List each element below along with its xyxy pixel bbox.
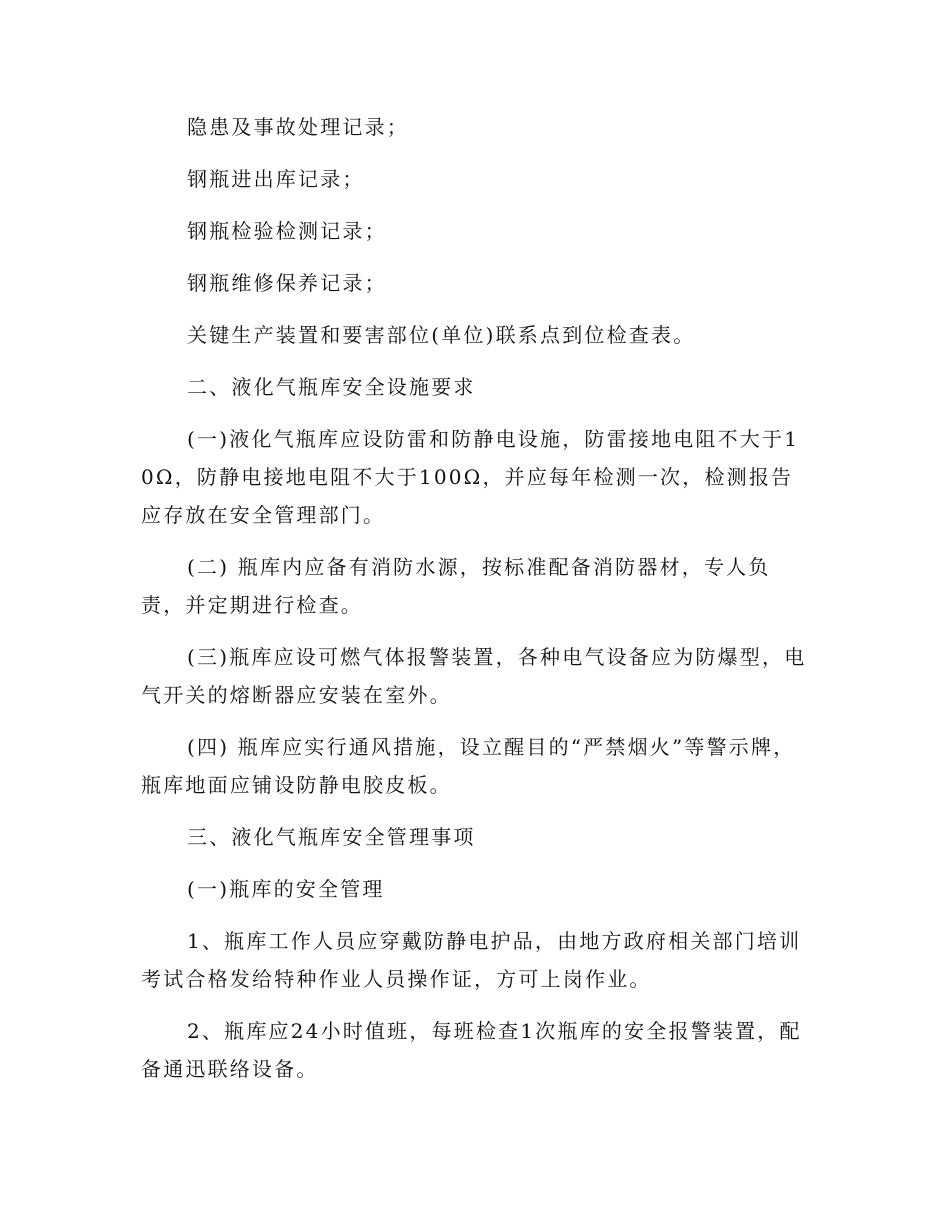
section-heading-2: 二、液化气瓶库安全设施要求 bbox=[187, 375, 476, 399]
document-body bbox=[141, 108, 811, 1102]
paragraph-staff-training: 1、瓶库工作人员应穿戴防静电护品，由地方政府相关部门培训考试合格发给特种作业人员操作证，方可上岗作业。 bbox=[141, 929, 802, 991]
section-heading-3: 三、液化气瓶库安全管理事项 bbox=[187, 825, 476, 849]
list-item-hazard-accident-record: 隐患及事故处理记录； bbox=[187, 115, 409, 139]
paragraph-24h-duty: 2、瓶库应24小时值班，每班检查1次瓶库的安全报警装置，配备通迅联络设备。 bbox=[141, 1019, 802, 1081]
paragraph-fire-water: (二) 瓶库内应备有消防水源，按标准配备消防器材，专人负责，并定期进行检查。 bbox=[141, 555, 771, 617]
list-item-cylinder-inspection-record: 钢瓶检验检测记录； bbox=[187, 219, 387, 243]
paragraph-lightning-static: (一)液化气瓶库应设防雷和防静电设施，防雷接地电阻不大于10Ω，防静电接地电阻不大于100Ω，并应每年检测一次，检测报告应存放在安全管理部门。 bbox=[141, 427, 800, 527]
list-item-key-unit-checklist: 关键生产装置和要害部位(单位)联系点到位检查表。 bbox=[187, 323, 696, 347]
paragraph-ventilation: (四) 瓶库应实行通风措施，设立醒目的“严禁烟火”等警示牌，瓶库地面应铺设防静电胶皮板。 bbox=[141, 735, 796, 797]
list-item-cylinder-in-out-record: 钢瓶进出库记录； bbox=[187, 167, 365, 191]
subsection-heading-1: (一)瓶库的安全管理 bbox=[187, 877, 385, 901]
list-item-cylinder-maintenance-record: 钢瓶维修保养记录； bbox=[187, 271, 387, 295]
paragraph-gas-alarm: (三)瓶库应设可燃气体报警装置，各种电气设备应为防爆型，电气开关的熔断器应安装在室外。 bbox=[141, 645, 807, 707]
